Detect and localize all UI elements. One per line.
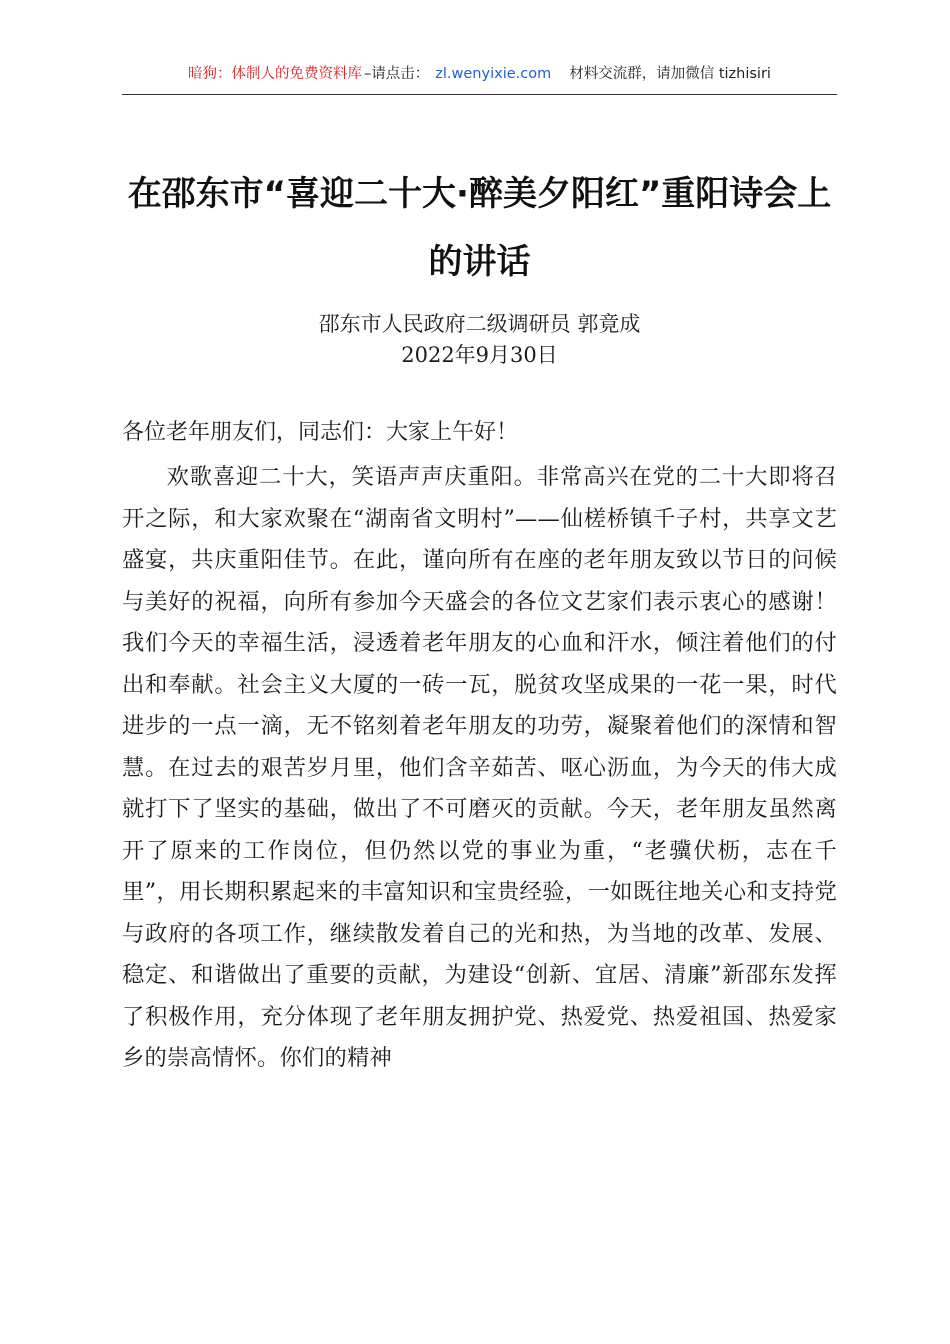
document-date: 2022年9月30日 (401, 343, 558, 367)
salutation: 各位老年朋友们，同志们：大家上午好！ (122, 420, 519, 445)
header-brand: 暗狗：体制人的免费资料库 (188, 66, 363, 82)
document-author: 邵东市人民政府二级调研员 郭竟成 (318, 312, 641, 336)
header-contact: 材料交流群，请加微信 tizhisiri (569, 66, 771, 82)
page-header (122, 62, 837, 95)
body-paragraph: 欢歌喜迎二十大，笑语声声庆重阳。非常高兴在党的二十大即将召开之际，和大家欢聚在“湖南省文明村”——仙槎桥镇千子村，共享文艺盛宴，共庆重阳佳节。在此，谨向所有在座的老年朋友致以节日的问候与美好的祝福，向所有参加今天盛会的各位文艺家们表示衷心的感谢！我们今天的幸福生活，浸透着老年朋友的心血和汗水，倾注着他们的付出和奉献。社会主义大厦的一砖一瓦，脱贫攻坚成果的一花一果，时代进步的一点一滴，无不铭刻着老年朋友的功劳，凝聚着他们的深情和智慧。在过去的艰苦岁月里，他们含辛茹苦、呕心沥血，为今天的伟大成就打下了坚实的基础，做出了不可磨灭的贡献。今天，老年朋友虽然离开了原来的工作岗位，但仍然以党的事业为重，“老骥伏枥，志在千里”，用长期积累起来的丰富知识和宝贵经验，一如既往地关心和支持党与政府的各项工作，继续散发着自己的光和热，为当地的改革、发展、稳定、和谐做出了重要的贡献，为建设“创新、宜居、清廉”新邵东发挥了积极作用，充分体现了老年朋友拥护党、热爱党、热爱祖国、热爱家乡的崇高情怀。你们的精神 (122, 464, 837, 1071)
document-title: 在邵东市“喜迎二十大·醉美夕阳红”重阳诗会上的讲话 (127, 174, 832, 282)
header-url-link[interactable]: zl.wenyixie.com (435, 66, 552, 82)
header-link-prompt: –请点击： (364, 66, 430, 82)
